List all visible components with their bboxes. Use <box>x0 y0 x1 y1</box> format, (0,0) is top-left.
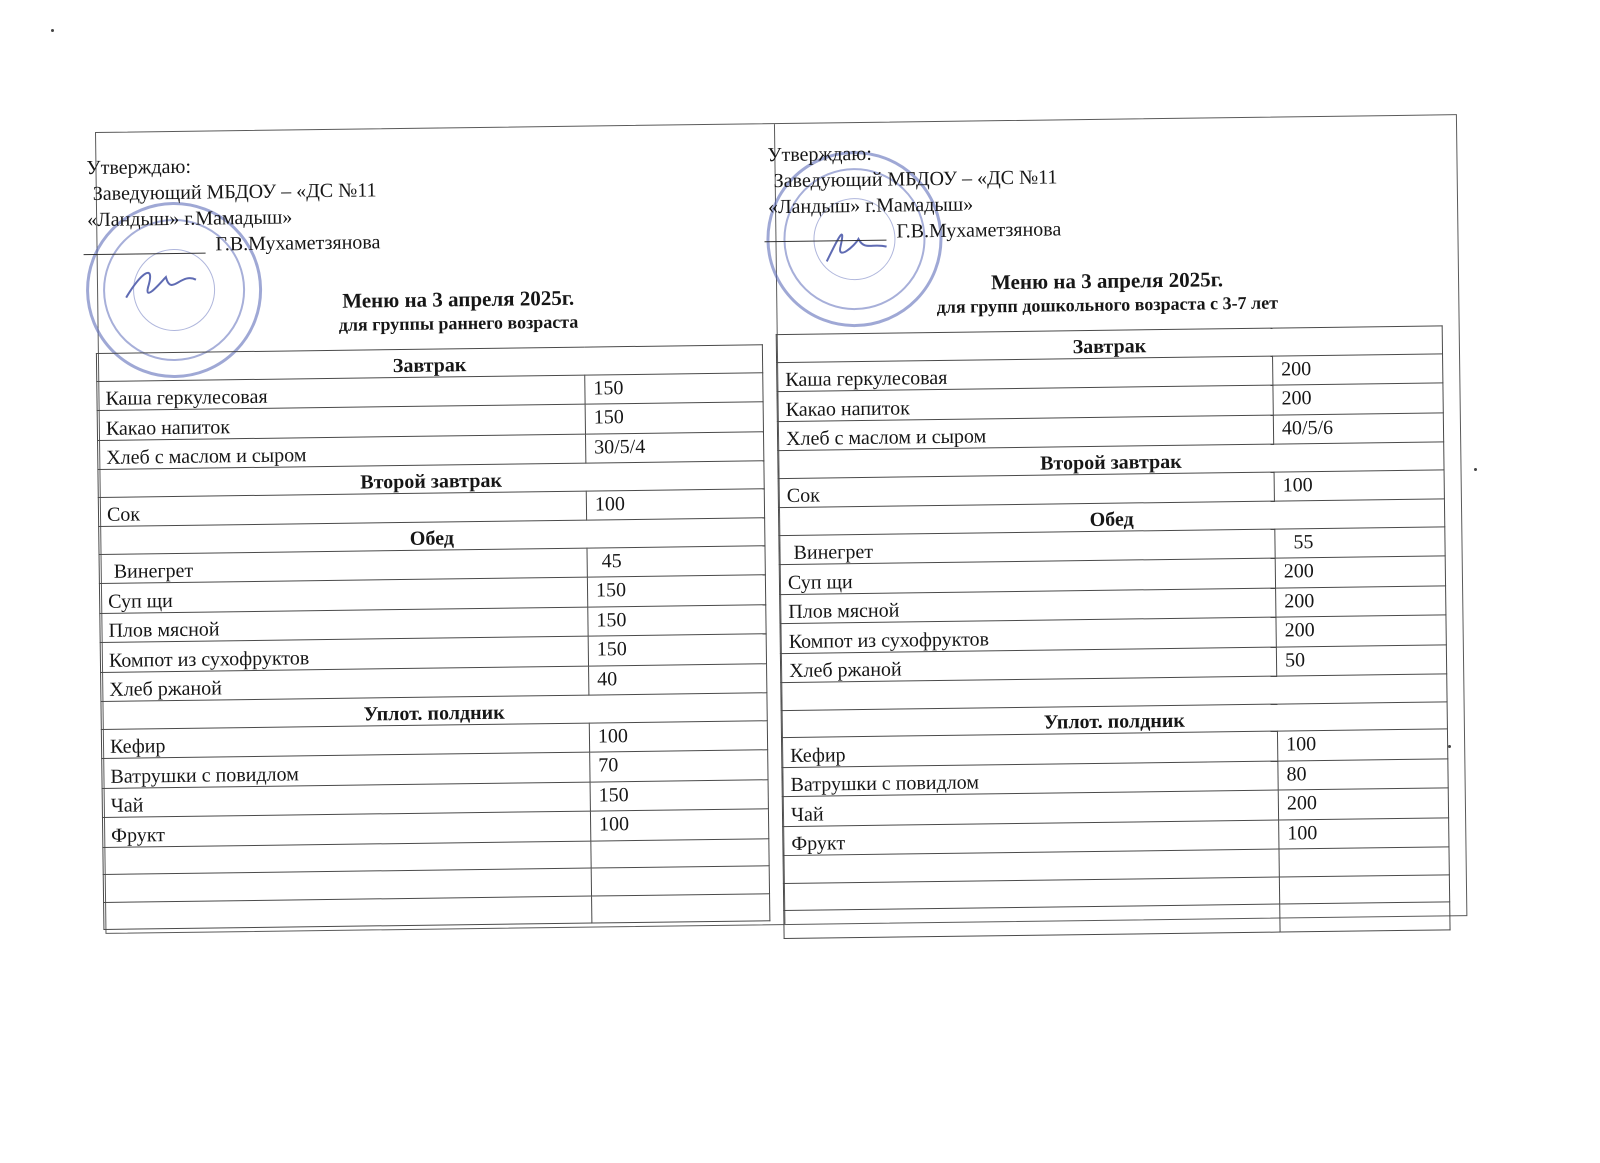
dish-name: Каша геркулесовая <box>97 375 585 411</box>
menu-table <box>776 325 1451 938</box>
dish-portion: 100 <box>590 809 768 841</box>
approval-block <box>767 138 1062 246</box>
section-header: Обед <box>778 499 1444 535</box>
section-header: Обед <box>99 518 765 554</box>
dish-portion: 100 <box>586 488 764 520</box>
approval-position: Заведующий МБДОУ – «ДС №11 <box>773 166 1058 193</box>
menu-title-block <box>308 284 609 336</box>
dish-name: Кефир <box>781 731 1277 767</box>
dish-name: Плов мясной <box>780 588 1276 624</box>
dish-portion: 100 <box>589 720 767 752</box>
dish-portion: 30/5/4 <box>585 431 763 463</box>
dish-name: Суп щи <box>779 558 1275 594</box>
dish-portion: 200 <box>1276 585 1446 617</box>
section-header: Завтрак <box>776 326 1442 362</box>
dish-name: Винегрет <box>99 548 587 584</box>
dish-name: Хлеб ржаной <box>780 647 1276 683</box>
dish-name: Ватрушки с повидлом <box>102 752 590 788</box>
dish-name: Какао напиток <box>97 404 585 440</box>
dish-portion: 200 <box>1275 556 1445 588</box>
approval-organization: «Ландыш» г.Мамадыш» <box>767 193 974 219</box>
menu-subtitle: для группы раннего возраста <box>338 311 579 335</box>
dish-name: Хлеб с маслом и сыром <box>98 434 586 470</box>
dish-portion: 150 <box>585 372 763 404</box>
dish-name: Суп щи <box>99 577 587 613</box>
dish-portion: 200 <box>1273 353 1443 385</box>
menu-table <box>96 344 771 930</box>
dish-name: Кефир <box>101 723 589 759</box>
dish-portion: 100 <box>1274 469 1444 501</box>
menu-title: Меню на 3 апреля 2025г. <box>342 285 575 313</box>
dish-portion: 45 <box>587 545 765 577</box>
dish-portion: 100 <box>1279 817 1449 849</box>
dish-name: Чай <box>782 790 1278 826</box>
dish-name: Сок <box>778 472 1274 508</box>
dish-name: Винегрет <box>779 529 1275 565</box>
dish-name: Плов мясной <box>100 607 588 643</box>
approval-signatory: Г.В.Мухаметзянова <box>896 215 1180 245</box>
dish-portion: 200 <box>1276 615 1446 647</box>
dish-name: Компот из сухофруктов <box>100 636 588 672</box>
menu-sheet <box>86 114 1467 934</box>
approval-position: Заведующий МБДОУ – «ДС №11 <box>92 179 377 206</box>
menu-title-block <box>897 265 1318 318</box>
dish-portion: 200 <box>1278 788 1448 820</box>
dish-name: Фрукт <box>783 820 1279 856</box>
section-header: Второй завтрак <box>98 461 764 497</box>
dish-portion: 150 <box>590 779 768 811</box>
dish-portion: 100 <box>1277 729 1447 761</box>
dish-name: Хлеб ржаной <box>101 666 589 702</box>
dish-portion: 55 <box>1275 526 1445 558</box>
dish-portion: 150 <box>585 402 763 434</box>
section-header: Завтрак <box>96 345 762 381</box>
dish-name: Хлеб с маслом и сыром <box>777 415 1273 451</box>
dish-name: Компот из сухофруктов <box>780 617 1276 653</box>
menu-title: Меню на 3 апреля 2025г. <box>990 267 1224 295</box>
approval-caption: Утверждаю: <box>86 155 192 180</box>
dish-portion: 80 <box>1278 758 1448 790</box>
dish-name: Какао напиток <box>777 385 1273 421</box>
dish-portion: 150 <box>588 634 766 666</box>
speck <box>1474 468 1477 471</box>
dish-name: Фрукт <box>102 811 590 847</box>
dish-name: Ватрушки с повидлом <box>782 761 1278 797</box>
dish-portion: 50 <box>1276 644 1446 676</box>
dish-portion: 150 <box>587 575 765 607</box>
approval-caption: Утверждаю: <box>767 142 872 167</box>
dish-portion: 150 <box>588 604 766 636</box>
dish-name: Каша геркулесовая <box>777 356 1273 392</box>
approval-block <box>86 151 381 259</box>
section-header: Уплот. полдник <box>781 701 1447 737</box>
approval-organization: «Ландыш» г.Мамадыш» <box>87 206 293 232</box>
dish-name: Чай <box>102 782 590 818</box>
dish-name: Сок <box>98 491 586 527</box>
right-menu-panel <box>767 115 1467 924</box>
section-header: Уплот. полдник <box>101 693 767 729</box>
approval-signatory: Г.В.Мухаметзянова <box>215 228 499 258</box>
dish-portion: 200 <box>1273 383 1443 415</box>
left-menu-panel <box>86 124 784 933</box>
speck <box>51 29 54 32</box>
section-header: Второй завтрак <box>778 442 1444 478</box>
menu-subtitle: для групп дошкольного возраста с 3-7 лет <box>936 292 1279 317</box>
dish-portion: 40/5/6 <box>1273 412 1443 444</box>
dish-portion: 70 <box>590 750 768 782</box>
dish-portion: 40 <box>589 663 767 695</box>
